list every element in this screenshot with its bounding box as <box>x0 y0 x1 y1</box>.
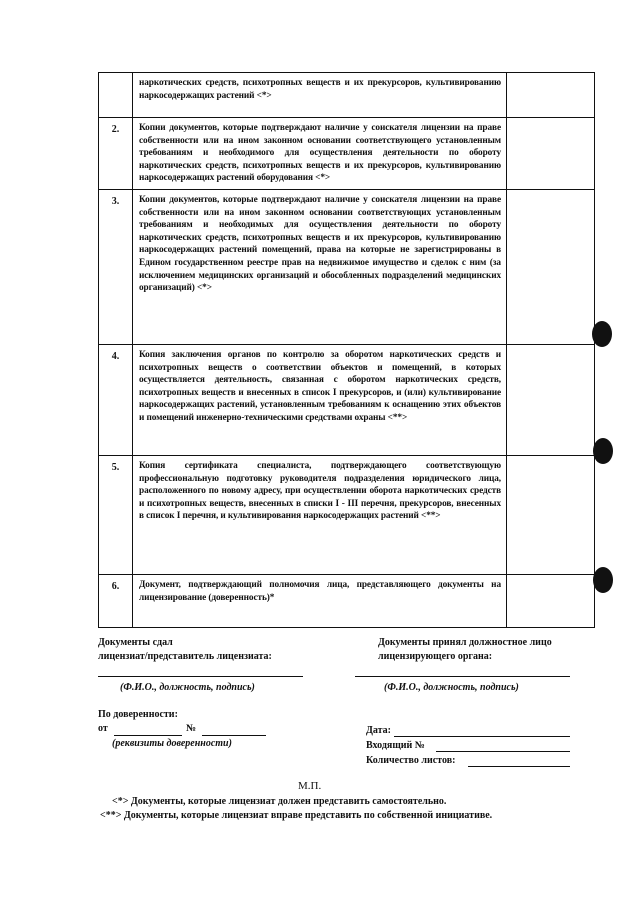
left-signature-line <box>98 676 303 677</box>
receipt-date-line <box>394 736 570 737</box>
row-number: 5. <box>99 456 133 575</box>
table-row <box>99 345 595 456</box>
proxy-number-line <box>202 735 266 736</box>
row-empty-cell <box>507 73 595 118</box>
right-sign-line2: лицензирующего органа: <box>378 651 493 662</box>
left-sign-line2: лицензиат/представитель лицензиата: <box>98 651 272 662</box>
table-row <box>99 456 595 575</box>
documents-table <box>98 72 595 628</box>
row-number: 4. <box>99 345 133 456</box>
row-text: Копии документов, которые подтверждают наличие у соискателя лицензии на праве собственности или на ином законном основании соответствующих установленным требованиям и необходимых для осуществления деятельности по обороту наркотических средств, психотропных веществ и их прекурсоров, культивированию наркосодержащих растений помещений, права на которые не зарегистрированы в Едином государственном реестре прав на недвижимое имущество и сделок с ним (за исключением медицинских организаций и обособленных подразделений медицинских организаций) <*> <box>139 195 501 294</box>
punch-hole <box>593 438 613 464</box>
table-row <box>99 575 595 628</box>
row-text: Копия сертификата специалиста, подтверждающего соответствующую профессиональную подготовку руководителя подразделения юридического лица, расположенного по новому адресу, при осуществлении оборота наркотических средств и психотропных веществ, внесенных в списки I - III перечня, прекурсоров, внесенных в список I перечня, и культивирования наркосодержащих растений <**> <box>139 461 501 522</box>
note-line: <*> Документы, которые лицензиат должен представить самостоятельно. <box>112 796 447 807</box>
table-row <box>99 118 595 190</box>
receipt-incoming-line <box>436 751 570 752</box>
receipt-incoming-label: Входящий № <box>366 740 425 751</box>
table-row <box>99 190 595 345</box>
row-empty-cell <box>507 118 595 190</box>
row-empty-cell <box>507 456 595 575</box>
row-text: Документ, подтверждающий полномочия лица, представляющего документы на лицензирование (доверенность)* <box>139 580 501 603</box>
right-signature-line <box>355 676 570 677</box>
receipt-date-label: Дата: <box>366 725 391 736</box>
receipt-sheets-line <box>468 766 570 767</box>
receipt-sheets-label: Количество листов: <box>366 755 456 766</box>
row-text: Копии документов, которые подтверждают наличие у соискателя лицензии на праве собственности или на ином законном основании соответствующего установленным требованиям и необходимого для осуществления деятельности по обороту наркотических средств, психотропных веществ и их прекурсоров, культивированию наркосодержащих растений оборудования <*> <box>139 123 501 184</box>
row-empty-cell <box>507 345 595 456</box>
row-empty-cell <box>507 190 595 345</box>
table-row <box>99 73 595 118</box>
right-sign-line1: Документы принял должностное лицо <box>378 637 552 648</box>
punch-hole <box>592 321 612 347</box>
proxy-label: По доверенности: <box>98 709 178 720</box>
row-number: 2. <box>99 118 133 190</box>
proxy-number-sign: № <box>186 723 197 734</box>
right-sign-caption: (Ф.И.О., должность, подпись) <box>384 682 519 693</box>
left-sign-caption: (Ф.И.О., должность, подпись) <box>120 682 255 693</box>
proxy-from: от <box>98 723 108 734</box>
row-number: 6. <box>99 575 133 628</box>
row-number: 3. <box>99 190 133 345</box>
row-number <box>99 73 133 118</box>
row-text: наркотических средств, психотропных веществ и их прекурсоров, культивированию наркосодержащих растений <*> <box>139 78 501 101</box>
left-sign-line1: Документы сдал <box>98 637 173 648</box>
row-text: Копия заключения органов по контролю за оборотом наркотических средств и психотропных веществ о соответствии объектов и помещений, в которых осуществляется деятельность, связанная с оборотом наркотических средств, психотропных веществ и внесенных в список I прекурсоров, и (или) культивирование наркосодержащих растений, установленным требованиям к оснащению этих объектов и помещений инженерно-техническими средствами охраны <**> <box>139 350 501 423</box>
proxy-caption: (реквизиты доверенности) <box>112 738 232 749</box>
punch-hole <box>593 567 613 593</box>
proxy-from-line <box>114 735 182 736</box>
stamp-mark: М.П. <box>298 780 322 792</box>
note-line: <**> Документы, которые лицензиат вправе представить по собственной инициативе. <box>100 810 493 821</box>
row-empty-cell <box>507 575 595 628</box>
